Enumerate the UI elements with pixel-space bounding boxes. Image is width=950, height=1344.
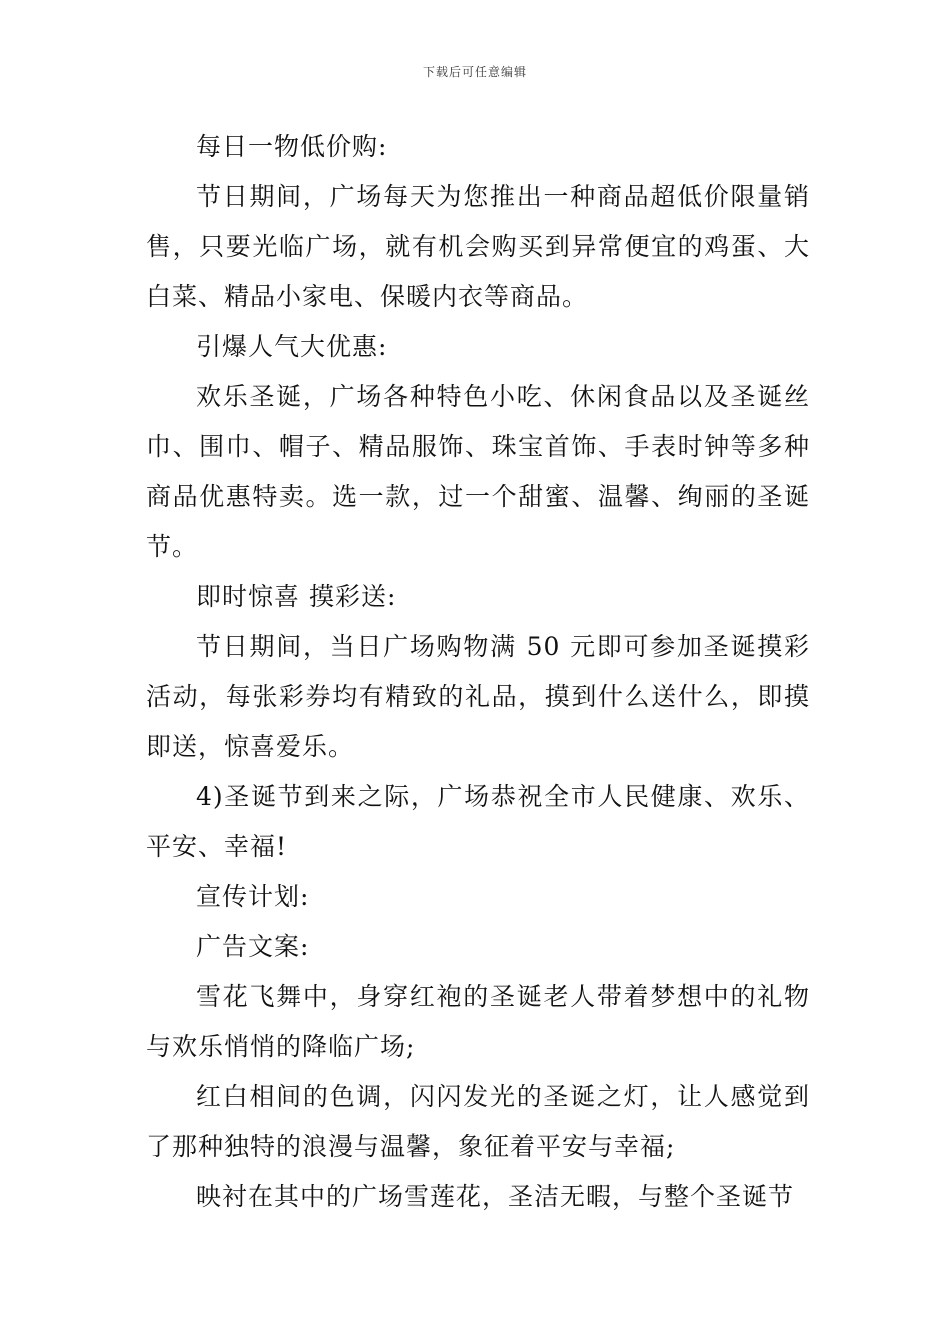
document-body (146, 122, 810, 1222)
paragraph-ad-copy-2: 红白相间的色调，闪闪发光的圣诞之灯，让人感觉到了那种独特的浪漫与温馨，象征着平安与幸福; (146, 1082, 810, 1161)
paragraph-ad-copy-1: 雪花飞舞中，身穿红袍的圣诞老人带着梦想中的礼物与欢乐悄悄的降临广场; (146, 982, 810, 1061)
paragraph-daily-deal-body: 节日期间，广场每天为您推出一种商品超低价限量销售，只要光临广场，就有机会购买到异常便宜的鸡蛋、大白菜、精品小家电、保暖内衣等商品。 (146, 182, 810, 311)
paragraph-lucky-draw-body: 节日期间，当日广场购物满 50 元即可参加圣诞摸彩活动，每张彩券均有精致的礼品，摸到什么送什么，即摸即送，惊喜爱乐。 (146, 632, 810, 761)
paragraph-big-discount-body: 欢乐圣诞，广场各种特色小吃、休闲食品以及圣诞丝巾、围巾、帽子、精品服饰、珠宝首饰、手表时钟等多种商品优惠特卖。选一款，过一个甜蜜、温馨、绚丽的圣诞节。 (146, 382, 810, 561)
page-header: 下载后可任意编辑 (422, 65, 527, 79)
paragraph-heading-big-discount: 引爆人气大优惠: (196, 332, 388, 361)
paragraph-heading-ad-copy: 广告文案: (196, 932, 310, 961)
paragraph-heading-daily-deal: 每日一物低价购: (196, 132, 388, 161)
paragraph-ad-copy-3: 映衬在其中的广场雪莲花，圣洁无暇，与整个圣诞节 (196, 1182, 795, 1211)
paragraph-heading-promotion-plan: 宣传计划: (196, 882, 310, 911)
paragraph-greeting: 4)圣诞节到来之际，广场恭祝全市人民健康、欢乐、平安、幸福! (146, 782, 810, 861)
paragraph-heading-lucky-draw: 即时惊喜 摸彩送: (196, 582, 397, 611)
